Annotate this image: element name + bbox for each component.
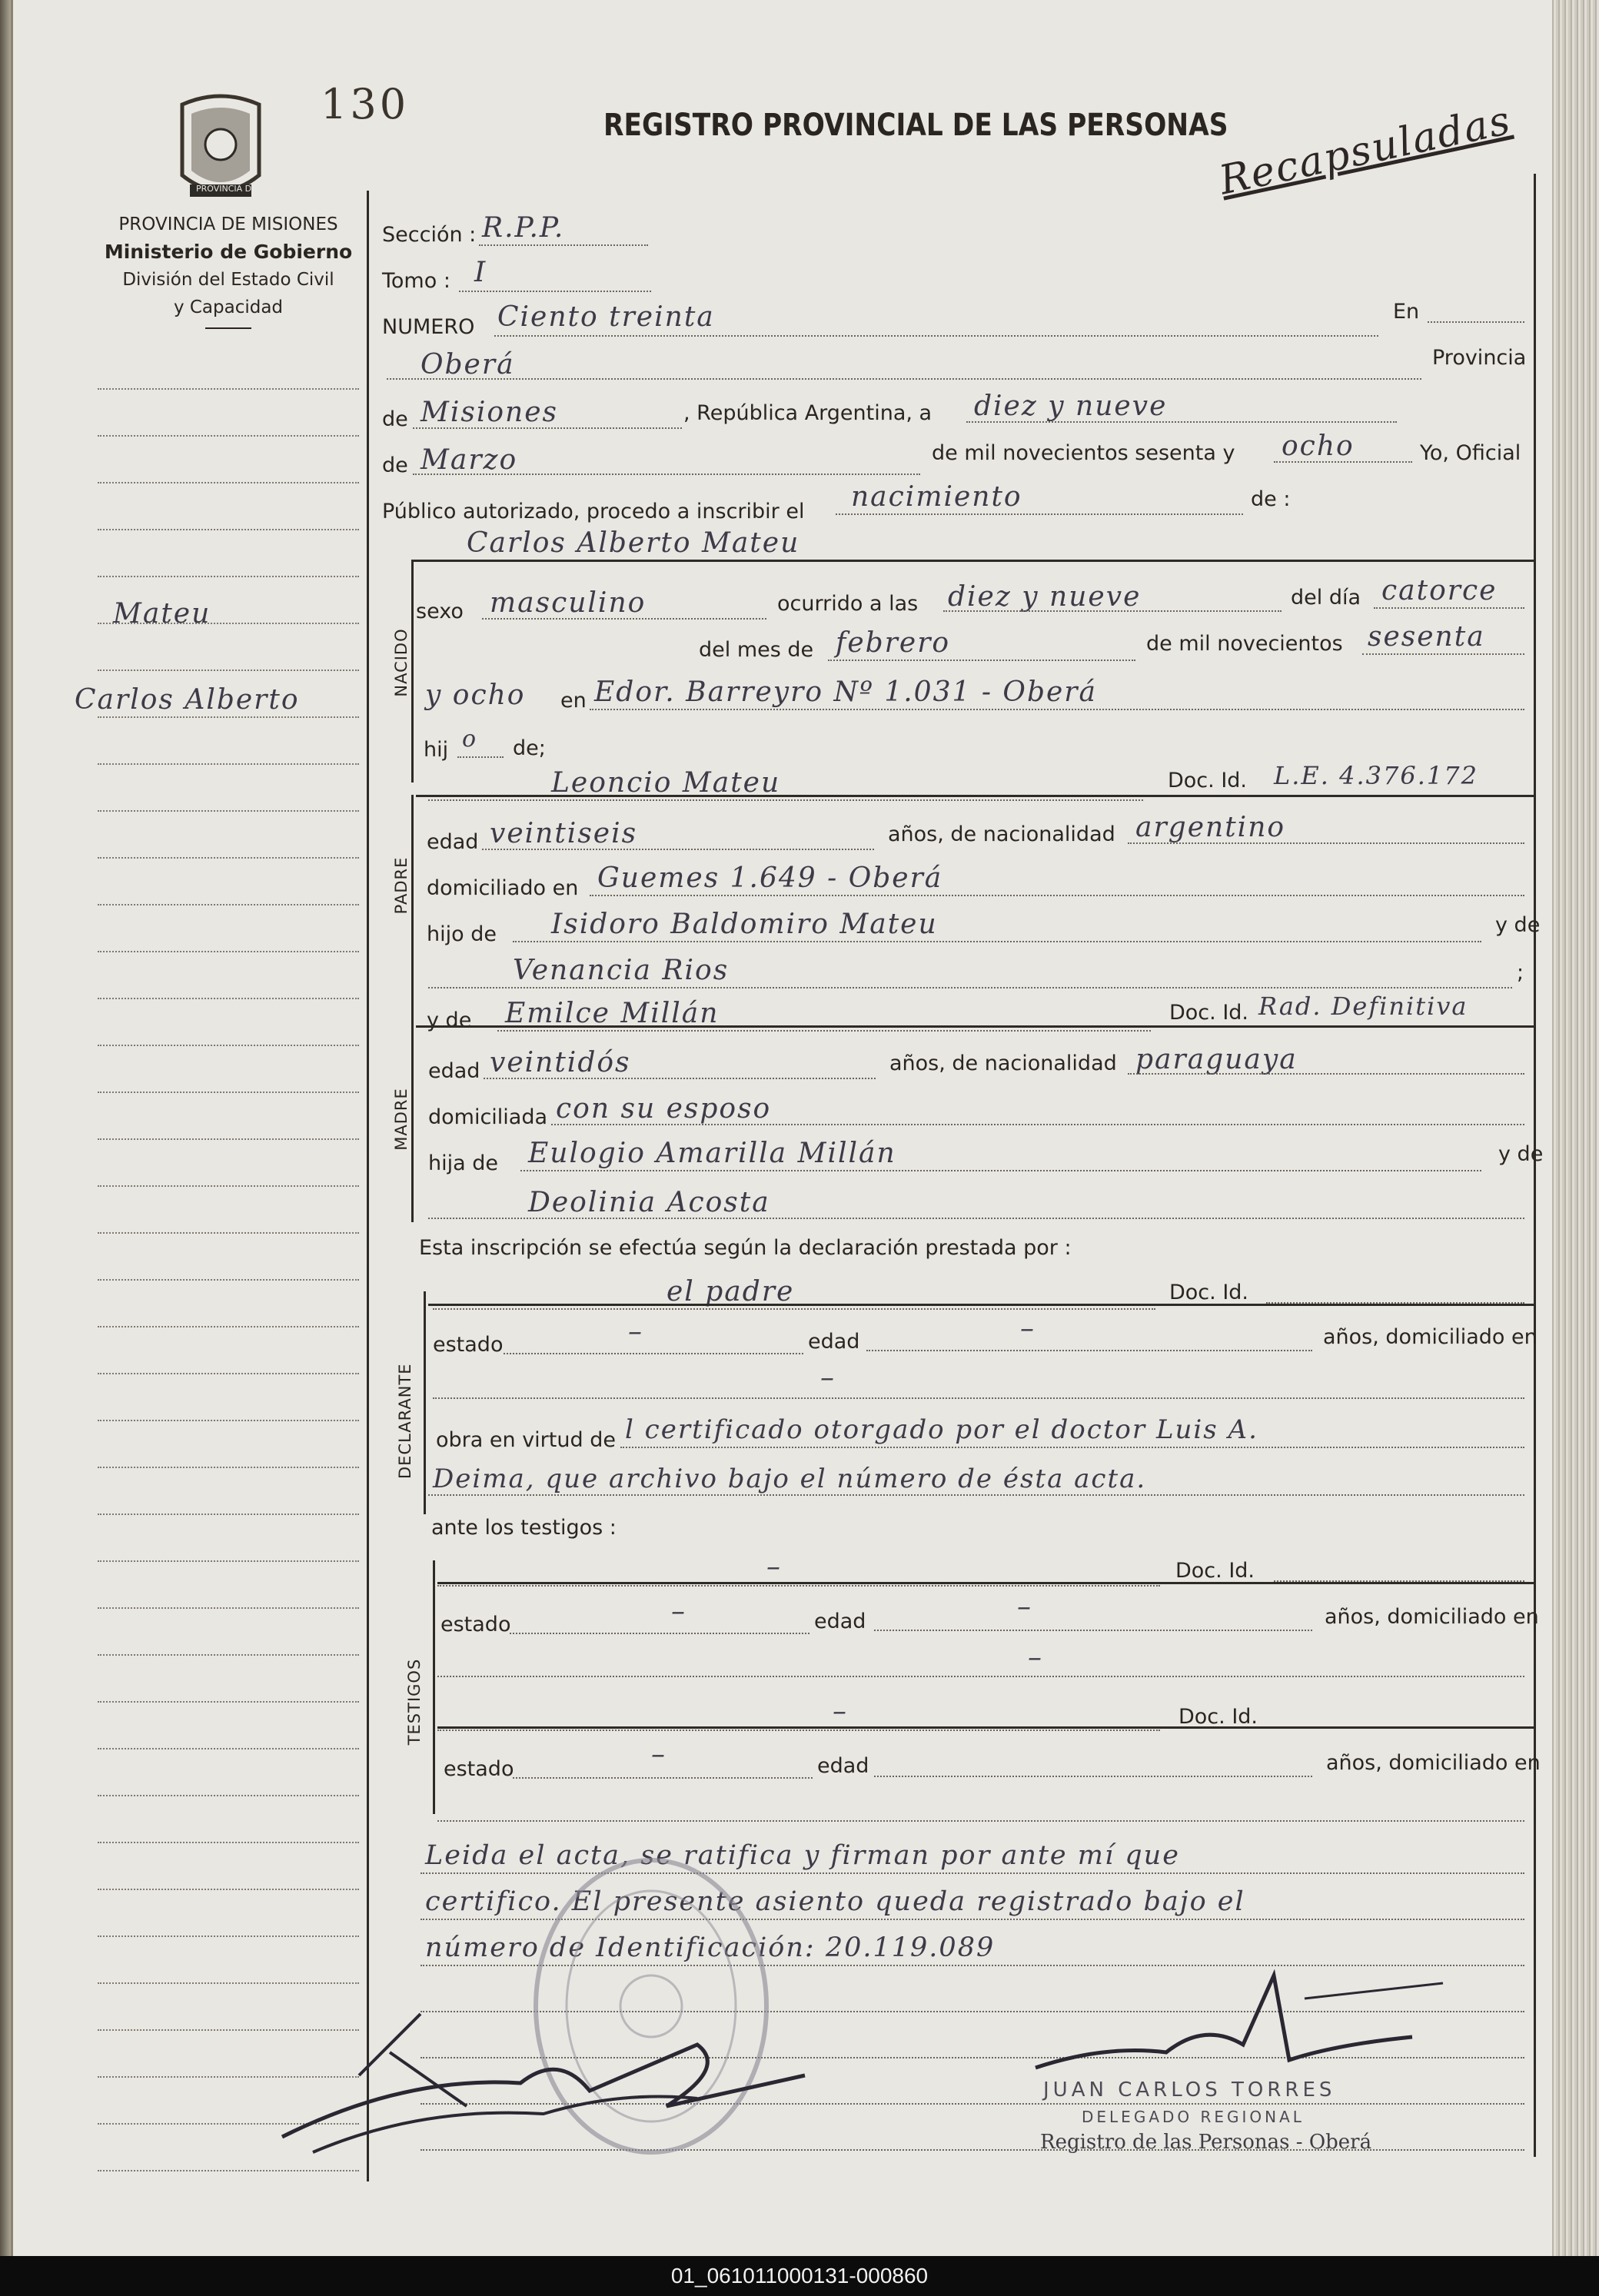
obra-label: obra en virtud de	[436, 1428, 616, 1452]
ocurrido-label: ocurrido a las	[777, 592, 919, 616]
abuelo-m-value: Eulogio Amarilla Millán	[528, 1138, 896, 1169]
institution-line-3: División del Estado Civil	[122, 270, 334, 290]
declarante-estado-value: –	[628, 1316, 643, 1347]
de-mil-label: de mil novecientos sesenta y	[932, 441, 1235, 465]
declarante-dom-label: años, domiciliado en	[1323, 1325, 1538, 1349]
republica-label: , República Argentina, a	[683, 401, 932, 425]
testigo-1-doc-label: Doc. Id.	[1175, 1559, 1255, 1583]
testigo-1-estado-value: –	[671, 1596, 686, 1627]
declarante-edad-value: –	[1020, 1313, 1036, 1344]
section-madre-label: MADRE	[392, 1088, 411, 1151]
section-testigos-label: TESTIGOS	[405, 1658, 424, 1746]
de-colon-label: de :	[1251, 487, 1291, 511]
padre-y-de-label: y de	[1495, 913, 1541, 937]
madre-edad-label: edad	[428, 1059, 480, 1083]
domicilio-nac-value: Edor. Barreyro Nº 1.031 - Oberá	[594, 676, 1097, 708]
numero-label: NUMERO	[382, 315, 475, 339]
anio-value: ocho	[1282, 430, 1355, 462]
file-id-footer: 01_061011000131-000860	[0, 2256, 1599, 2296]
section-declarante-label: DECLARANTE	[396, 1363, 414, 1479]
official-role: DELEGADO REGIONAL	[1082, 2108, 1305, 2126]
abuela-p-value: Venancia Rios	[513, 955, 730, 986]
testigo-2-value: –	[833, 1696, 848, 1727]
institution-line-4: y Capacidad	[173, 297, 284, 317]
cierre-line-2: certifico. El presente asiento queda registrado bajo el	[425, 1886, 1245, 1917]
provincia-value: Misiones	[421, 397, 559, 428]
madre-hija-de-label: hija de	[428, 1151, 498, 1175]
abuelo-p-value: Isidoro Baldomiro Mateu	[551, 909, 938, 940]
hora-value: diez y nueve	[948, 581, 1142, 613]
lugar-value: Oberá	[421, 349, 515, 380]
publico-label: Público autorizado, procedo a inscribir el	[382, 500, 805, 523]
acto-value: nacimiento	[851, 481, 1022, 513]
madre-doc-value: Rad. Definitiva	[1258, 992, 1468, 1021]
section-padre-label: PADRE	[392, 856, 411, 915]
cierre-line-1: Leida el acta, se ratifica y firman por ante mí que	[425, 1840, 1180, 1871]
register-page	[11, 0, 1552, 2256]
en-2-label: en	[560, 689, 587, 713]
sexo-label: sexo	[416, 600, 464, 623]
mes-nac-value: febrero	[836, 627, 951, 659]
document-title: REGISTRO PROVINCIAL DE LAS PERSONAS	[603, 108, 1228, 143]
declarante-doc-label: Doc. Id.	[1169, 1281, 1249, 1304]
padre-hijo-de-label: hijo de	[427, 922, 497, 946]
cierre-line-3: número de Identificación: 20.119.089	[425, 1932, 996, 1963]
institution-line-1: PROVINCIA DE MISIONES	[118, 214, 338, 234]
sexo-value: masculino	[490, 587, 647, 619]
de-label: de	[382, 407, 408, 431]
padre-doc-label: Doc. Id.	[1168, 769, 1248, 792]
tomo-value: I	[474, 257, 487, 288]
provincia-label: Provincia	[1432, 346, 1527, 370]
testigo-2-estado-label: estado	[444, 1757, 514, 1781]
declarante-value: el padre	[667, 1276, 795, 1307]
testigo-1-dom-label: años, domiciliado en	[1325, 1605, 1539, 1629]
madre-dom-value: con su esposo	[556, 1093, 772, 1125]
anio-nac-a-value: sesenta	[1368, 621, 1485, 653]
seccion-label: Sección :	[382, 223, 477, 247]
madre-doc-label: Doc. Id.	[1169, 1001, 1249, 1025]
de-mil-2-label: de mil novecientos	[1146, 632, 1343, 656]
del-dia-label: del día	[1291, 586, 1361, 610]
madre-dom-label: domiciliada	[428, 1105, 548, 1129]
padre-dom-value: Guemes 1.649 - Oberá	[597, 862, 943, 894]
institution-block	[75, 211, 382, 329]
official-name: JUAN CARLOS TORRES	[1043, 2078, 1336, 2102]
dia-nac-value: catorce	[1381, 575, 1498, 606]
obra-line-2: Deima, que archivo bajo el número de ésta acta.	[433, 1464, 1147, 1494]
padre-nac-label: años, de nacionalidad	[888, 822, 1115, 846]
margin-surname: Mateu	[113, 598, 211, 630]
anio-nac-b-value: y ocho	[425, 679, 526, 711]
declaracion-label: Esta inscripción se efectúa según la declaración prestada por :	[419, 1236, 1072, 1260]
dia-registro-value: diez y nueve	[974, 390, 1168, 422]
margin-given-names: Carlos Alberto	[75, 684, 300, 716]
testigo-2-doc-label: Doc. Id.	[1178, 1705, 1258, 1729]
numero-value: Ciento treinta	[497, 301, 715, 333]
madre-y-de-label: y de	[427, 1008, 472, 1032]
declarante-edad-label: edad	[808, 1330, 860, 1354]
nombre-value: Carlos Alberto Mateu	[467, 527, 800, 559]
witness-signatures-icon	[267, 1983, 851, 2168]
ante-testigos-label: ante los testigos :	[431, 1516, 617, 1540]
testigo-1-dom-value: –	[1028, 1642, 1043, 1673]
de-2-label: de;	[513, 736, 546, 760]
recapsuladas-stamp: Recapsuladas	[1215, 97, 1516, 204]
de-label-2: de	[382, 454, 408, 477]
padre-edad-value: veintiseis	[490, 818, 638, 849]
tomo-label: Tomo :	[382, 269, 450, 293]
madre-y-de-2-label: y de	[1498, 1142, 1544, 1166]
testigo-2-dom-label: años, domiciliado en	[1326, 1751, 1541, 1775]
declarante-dom-value: –	[820, 1362, 836, 1394]
padre-dom-label: domiciliado en	[427, 876, 579, 900]
testigo-2-estado-value: –	[651, 1739, 667, 1770]
testigo-2-edad-label: edad	[817, 1754, 869, 1778]
mes-registro-value: Marzo	[421, 444, 518, 476]
testigo-1-value: –	[766, 1551, 782, 1583]
obra-line-1: l certificado otorgado por el doctor Luis A.	[625, 1414, 1258, 1445]
madre-edad-value: veintidós	[490, 1047, 631, 1078]
padre-edad-label: edad	[427, 830, 479, 854]
seal-ribbon-text: PROVINCIA DE MISIONES	[196, 184, 301, 194]
declarante-estado-label: estado	[433, 1333, 504, 1357]
en-label: En	[1393, 300, 1420, 324]
official-office: Registro de las Personas - Oberá	[1040, 2131, 1372, 2154]
testigo-1-edad-label: edad	[814, 1610, 866, 1633]
yo-oficial-label: Yo, Oficial	[1420, 441, 1521, 465]
page-edges	[1550, 0, 1599, 2256]
hijo-suffix-value: o	[462, 726, 478, 753]
hijo-label: hij	[424, 738, 449, 762]
madre-nac-label: años, de nacionalidad	[889, 1052, 1117, 1075]
section-nacido-label: NACIDO	[392, 628, 411, 697]
abuela-m-value: Deolinia Acosta	[528, 1187, 770, 1218]
padre-doc-value: L.E. 4.376.172	[1274, 761, 1478, 790]
semicolon-mark: ;	[1517, 961, 1524, 985]
madre-value: Emilce Millán	[505, 998, 720, 1029]
left-frame-line	[367, 191, 369, 2181]
del-mes-label: del mes de	[699, 638, 814, 662]
seccion-value: R.P.P.	[482, 212, 565, 244]
padre-nac-value: argentino	[1135, 812, 1286, 843]
page-number: 130	[321, 80, 410, 128]
testigo-1-estado-label: estado	[440, 1613, 511, 1636]
madre-nac-value: paraguaya	[1135, 1044, 1298, 1075]
padre-value: Leoncio Mateu	[551, 767, 781, 799]
institution-line-2: Ministerio de Gobierno	[104, 241, 353, 263]
testigo-1-edad-value: –	[1017, 1591, 1032, 1623]
